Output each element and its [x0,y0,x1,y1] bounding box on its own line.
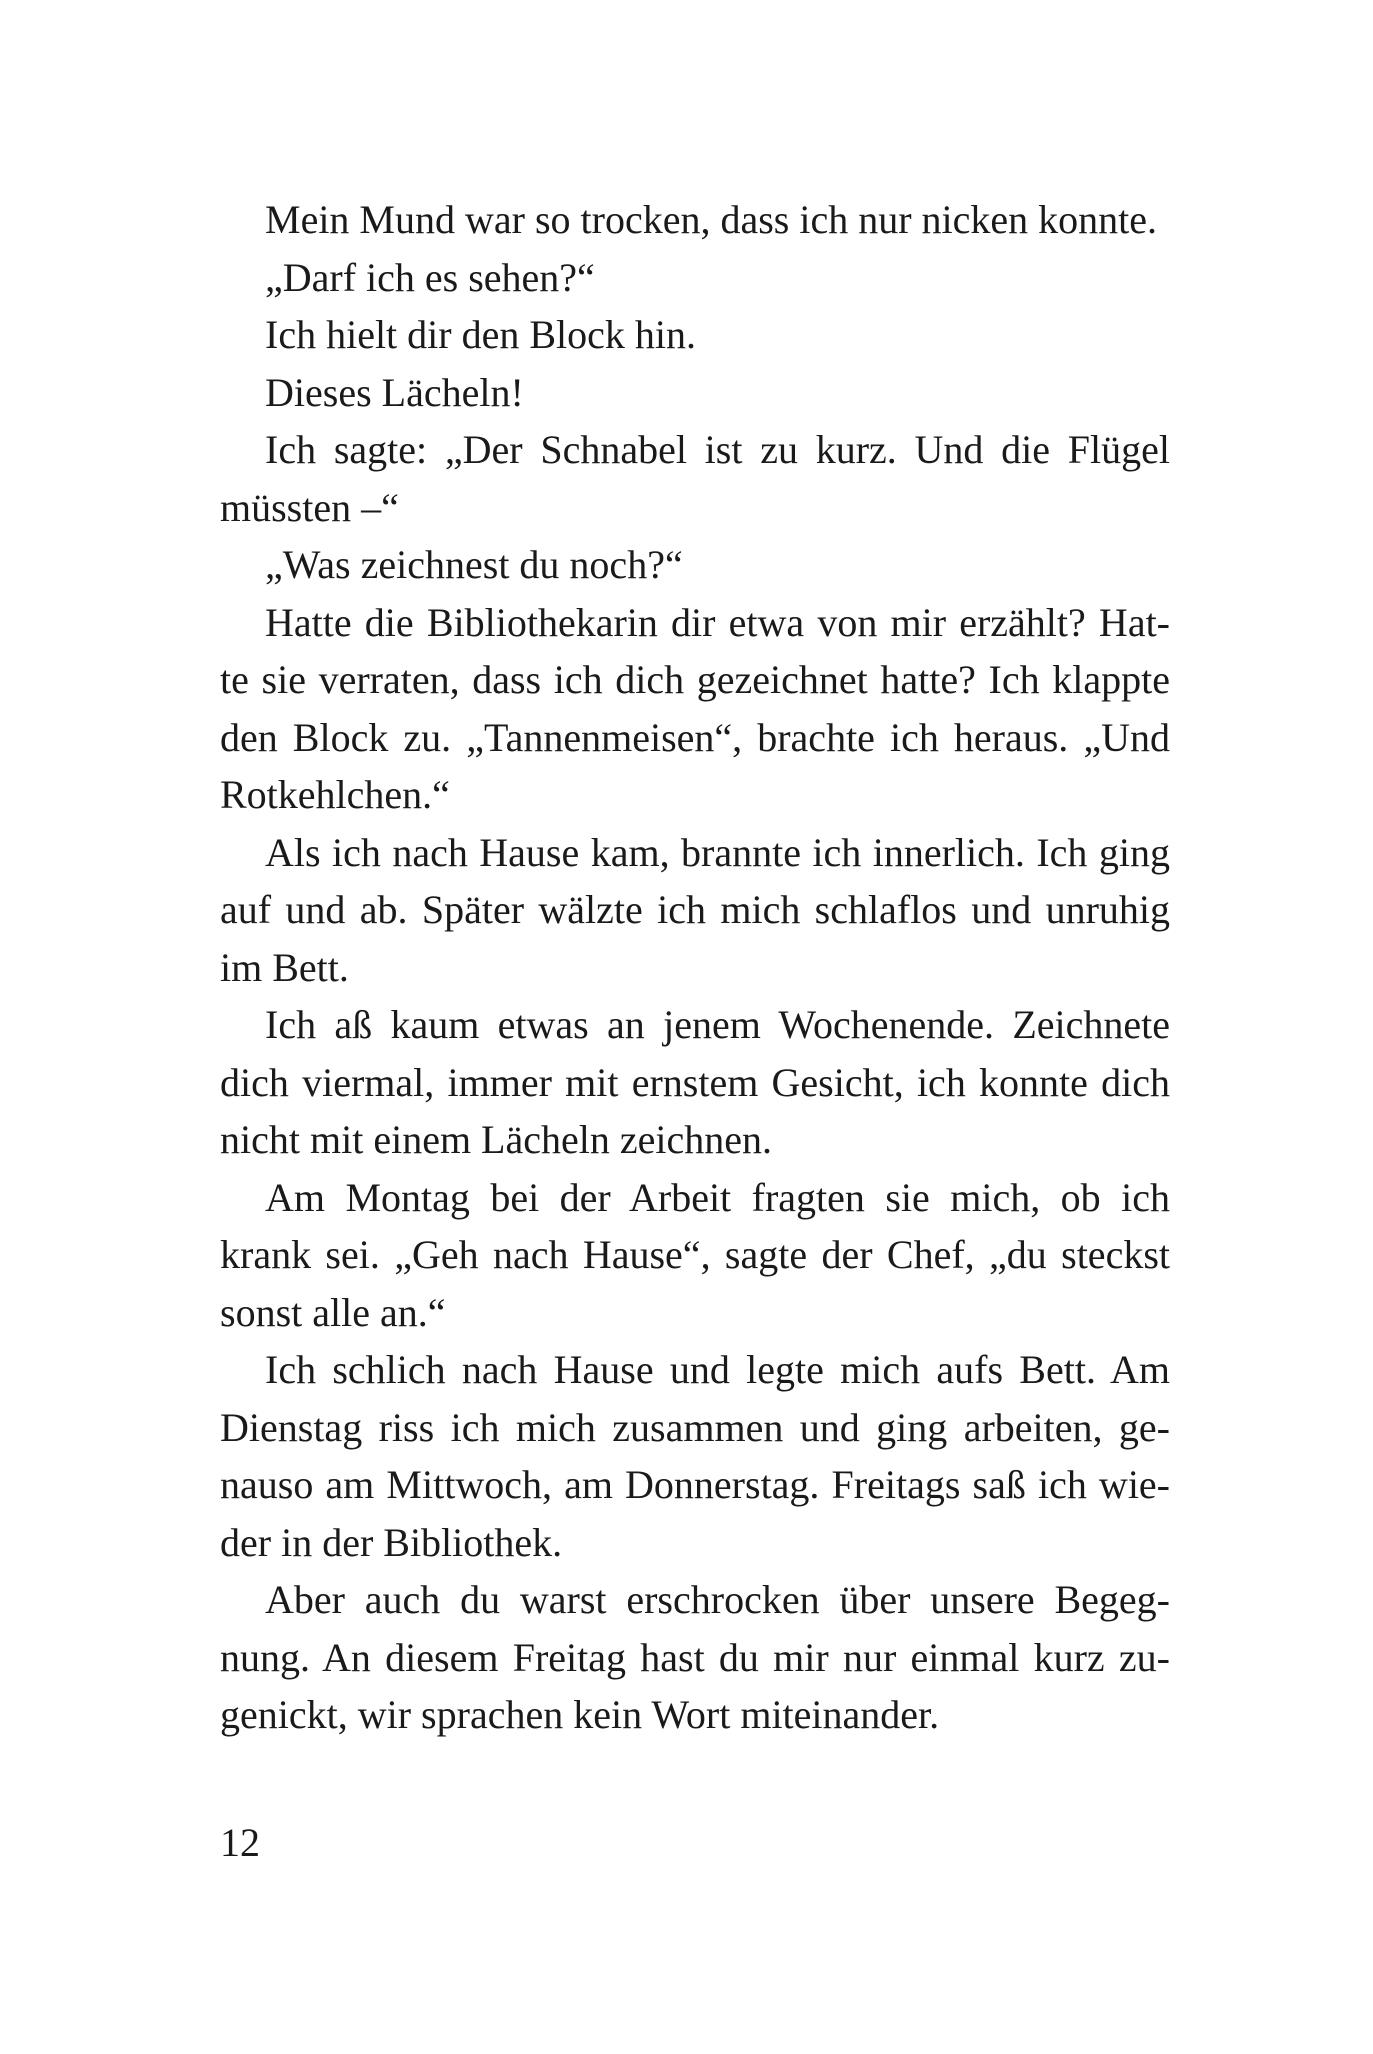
text-line: Am Montag bei der Arbeit fragten sie mich, ob ich [265,1174,1170,1220]
text-line: „Darf ich es sehen?“ [265,254,595,300]
book-page-text [220,191,1170,1744]
text-line: Aber auch du warst erschrocken über unsere Begeg- [265,1577,1170,1622]
text-line: dich viermal, immer mit ernstem Gesicht, ich konnte dich [220,1059,1170,1105]
text-line: Mein Mund war so trocken, dass ich nur nicken konnte. [265,197,1158,242]
text-line: Dienstag riss ich mich zusammen und ging arbeiten, ge- [220,1404,1170,1450]
text-line: im Bett. [220,944,349,990]
text-line: Rotkehlchen.“ [220,772,450,817]
text-line: Als ich nach Hause kam, brannte ich innerlich. Ich ging [265,829,1170,875]
text-line: den Block zu. „Tannenmeisen“, brachte ich heraus. „Und [220,714,1170,760]
text-line: sonst alle an.“ [220,1289,446,1335]
text-line: Dieses Lächeln! [265,369,524,415]
text-line: Ich schlich nach Hause und legte mich aufs Bett. Am [265,1347,1170,1392]
text-line: krank sei. „Geh nach Hause“, sagte der Chef, „du steckst [220,1232,1170,1277]
text-line: Ich hielt dir den Block hin. [265,312,697,357]
text-line: te sie verraten, dass ich dich gezeichnet hatte? Ich klappte [220,657,1170,702]
text-line: Ich sagte: „Der Schnabel ist zu kurz. Und die Flügel [265,427,1170,472]
text-line: auf und ab. Später wälzte ich mich schlaflos und unruhig [220,887,1170,932]
page-number: 12 [220,1820,260,1865]
text-line: genickt, wir sprachen kein Wort miteinander. [220,1692,940,1737]
text-line: nung. An diesem Freitag hast du mir nur einmal kurz zu- [220,1634,1170,1680]
text-line: nauso am Mittwoch, am Donnerstag. Freitags saß ich wie- [220,1462,1170,1507]
text-line: „Was zeichnest du noch?“ [265,542,683,587]
text-line: Hatte die Bibliothekarin dir etwa von mir erzählt? Hat- [265,599,1170,645]
text-line: nicht mit einem Lächeln zeichnen. [220,1117,772,1162]
text-line: müssten –“ [220,484,399,530]
text-line: der in der Bibliothek. [220,1519,563,1565]
text-line: Ich aß kaum etwas an jenem Wochenende. Zeichnete [265,1002,1170,1047]
